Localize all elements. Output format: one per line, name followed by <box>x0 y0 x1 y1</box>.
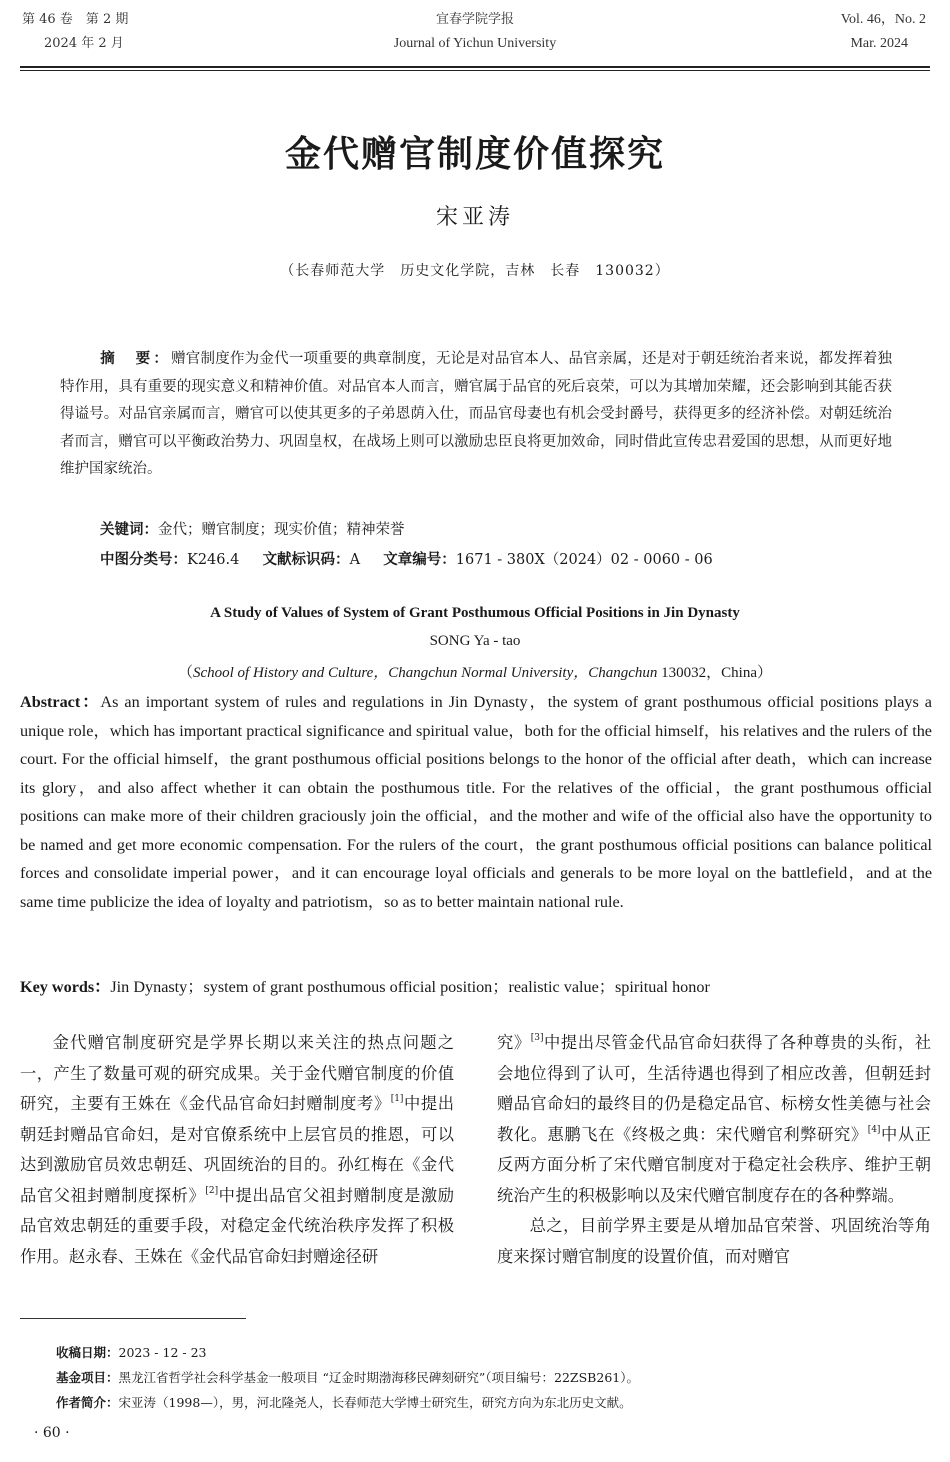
body-text: 中提出尽管金代品官命妇获得了各种尊贵的头衔，社会地位得到了认可，生活待遇也得到了相应改善，但朝廷封赠品官命妇的最终目的仍是稳定品官、标榜女性美德与社会教化。惠鹏飞在《终极之典：宋代赠官利弊研究》 <box>497 1033 931 1144</box>
abstract-zh-text: 赠官制度作为金代一项重要的典章制度，无论是对品官本人、品官亲属，还是对于朝廷统治者来说，都发挥着独特作用，具有重要的现实意义和精神价值。对品官本人而言，赠官属于品官的死后哀荣，可以为其增加荣耀，还会影响到其能否获得谥号。对品官亲属而言，赠官可以使其更多的子弟恩荫入仕，而品官母妻也有机会受封爵号，获得更多的经济补偿。对朝廷统治者而言，赠官可以平衡政治势力、巩固皇权，在战场上则可以激励忠臣良将更加效命，同时借此宣传忠君爱国的思想，从而更好地维护国家统治。 <box>60 351 893 477</box>
english-affiliation-italic: School of History and Culture，Changchun Normal University，Changchun <box>192 665 658 681</box>
body-text: 中提出品官父祖封赠制度是激励品官效忠朝廷的重要手段，对稳定金代统治秩序发挥了积极作用。赵永春、王姝在《金代品官命妇封赠途径研 <box>20 1185 454 1266</box>
received-label: 收稿日期： <box>56 1345 119 1360</box>
citation-ref-2: [2] <box>205 1185 219 1196</box>
body-text: 究》 <box>497 1033 531 1052</box>
keywords-zh <box>100 518 405 542</box>
abstract-zh <box>60 346 892 484</box>
article-number-label: 文章编号： <box>383 552 456 568</box>
clc-value: K246.4 <box>187 552 240 568</box>
body-paragraph <box>20 1028 454 1272</box>
citation-ref-4: [4] <box>867 1124 881 1135</box>
body-column-left <box>20 1028 454 1272</box>
article-affiliation: （长春师范大学 历史文化学院，吉林 长春 130032） <box>280 263 670 279</box>
header-volume-en: Vol. 46，No. 2 <box>840 12 926 27</box>
article-author: 宋亚涛 <box>435 205 514 230</box>
body-text: 中提出朝廷封赠品官命妇，是对官僚系统中上层官员的推恩，可以达到激励官员效忠朝廷、巩固统治的目的。孙红梅在《金代品官父祖封赠制度探析》 <box>20 1094 454 1205</box>
classification-line <box>100 548 713 572</box>
author-bio-label: 作者简介： <box>56 1395 119 1410</box>
header-rule-thick <box>20 66 930 68</box>
abstract-en-text: As an important system of rules and regulations in Jin Dynasty，the system of grant posthumous official positions plays a unique role，which has important practical significance and spiritual value，both for the official himself，his relatives and the rulers of the court. For the official himself，the grant posthumous official positions belongs to the honor of the official after death，which can increase its glory，and also affect whether it can obtain the posthumous title. For the relatives of the official，the grant posthumous official positions can make more of their children graciously join the official，and the mother and wife of the official also have the opportunity to be named and get more economic compensation. For the rulers of the court，the grant posthumous official positions can balance political forces and consolidate imperial power，and it can encourage loyal officials and generals to be more loyal on the battlefield，and at the same time publicize the idea of loyalty and patriotism，so as to better maintain national rule. <box>20 693 932 911</box>
doc-code-label: 文献标识码： <box>262 552 350 568</box>
doc-code-value: A <box>349 552 361 568</box>
keywords-zh-label: 关键词： <box>100 522 158 538</box>
footnote-fund <box>56 1366 639 1390</box>
header-date-zh: 2024 年 2 月 <box>44 36 124 51</box>
citation-ref-1: [1] <box>390 1094 404 1104</box>
body-text: 金代赠官制度研究是学界长期以来关注的热点问题之一，产生了数量可观的研究成果。关于金代赠官制度的价值研究，主要有王姝在《金代品官命妇封赠制度考》 <box>20 1033 454 1113</box>
abstract-zh-label: 摘 要： <box>100 351 172 367</box>
author-bio-value: 宋亚涛（1998—），男，河北隆尧人，长春师范大学博士研究生，研究方向为东北历史文献。 <box>118 1395 632 1410</box>
header-journal-en: Journal of Yichun University <box>393 36 557 51</box>
english-affiliation: （School of History and Culture，Changchun Normal University，Changchun 130032，China） <box>177 665 773 681</box>
keywords-en <box>20 974 710 1000</box>
body-text: 中从正反两方面分析了宋代赠官制度对于稳定社会秩序、维护王朝统治产生的积极影响以及宋代赠官制度存在的各种弊端。 <box>497 1124 931 1205</box>
fund-label: 基金项目： <box>56 1370 119 1385</box>
header-date-en: Mar. 2024 <box>850 36 908 51</box>
header-journal-zh: 宜春学院学报 <box>435 12 514 27</box>
body-column-right <box>497 1028 931 1272</box>
fund-value: 黑龙江省哲学社会科学基金一般项目 “辽金时期渤海移民碑刻研究”（项目编号：22ZSB261）。 <box>118 1370 639 1385</box>
article-title: 金代赠官制度价值探究 <box>284 134 665 175</box>
footnote-author <box>56 1391 632 1415</box>
header-volume-zh: 第 46 卷 第 2 期 <box>22 12 129 27</box>
english-affiliation-tail: 130032，China <box>661 665 757 681</box>
body-paragraph <box>497 1028 931 1211</box>
abstract-en-label: Abstract： <box>20 693 101 711</box>
english-title: A Study of Values of System of Grant Posthumous Official Positions in Jin Dynasty <box>210 605 740 621</box>
article-number-value: 1671 - 380X（2024）02 - 0060 - 06 <box>455 552 713 568</box>
body-paragraph: 总之，目前学界主要是从增加品官荣誉、巩固统治等角度来探讨赠官制度的设置价值，而对赠官 <box>497 1216 931 1266</box>
citation-ref-3: [3] <box>530 1033 544 1043</box>
abstract-en <box>20 688 932 916</box>
received-value: 2023 - 12 - 23 <box>118 1345 207 1360</box>
english-author: SONG Ya - tao <box>429 633 521 649</box>
header-rule-thin <box>20 70 930 71</box>
footnote-rule <box>20 1318 246 1319</box>
page-number: · 60 · <box>34 1425 70 1441</box>
clc-label: 中图分类号： <box>100 552 187 568</box>
keywords-en-label: Key words： <box>20 978 111 996</box>
footnote-received <box>56 1341 206 1365</box>
keywords-en-text: Jin Dynasty；system of grant posthumous official position；realistic value；spiritual honor <box>110 978 710 996</box>
keywords-zh-text: 金代；赠官制度；现实价值；精神荣誉 <box>158 522 405 538</box>
